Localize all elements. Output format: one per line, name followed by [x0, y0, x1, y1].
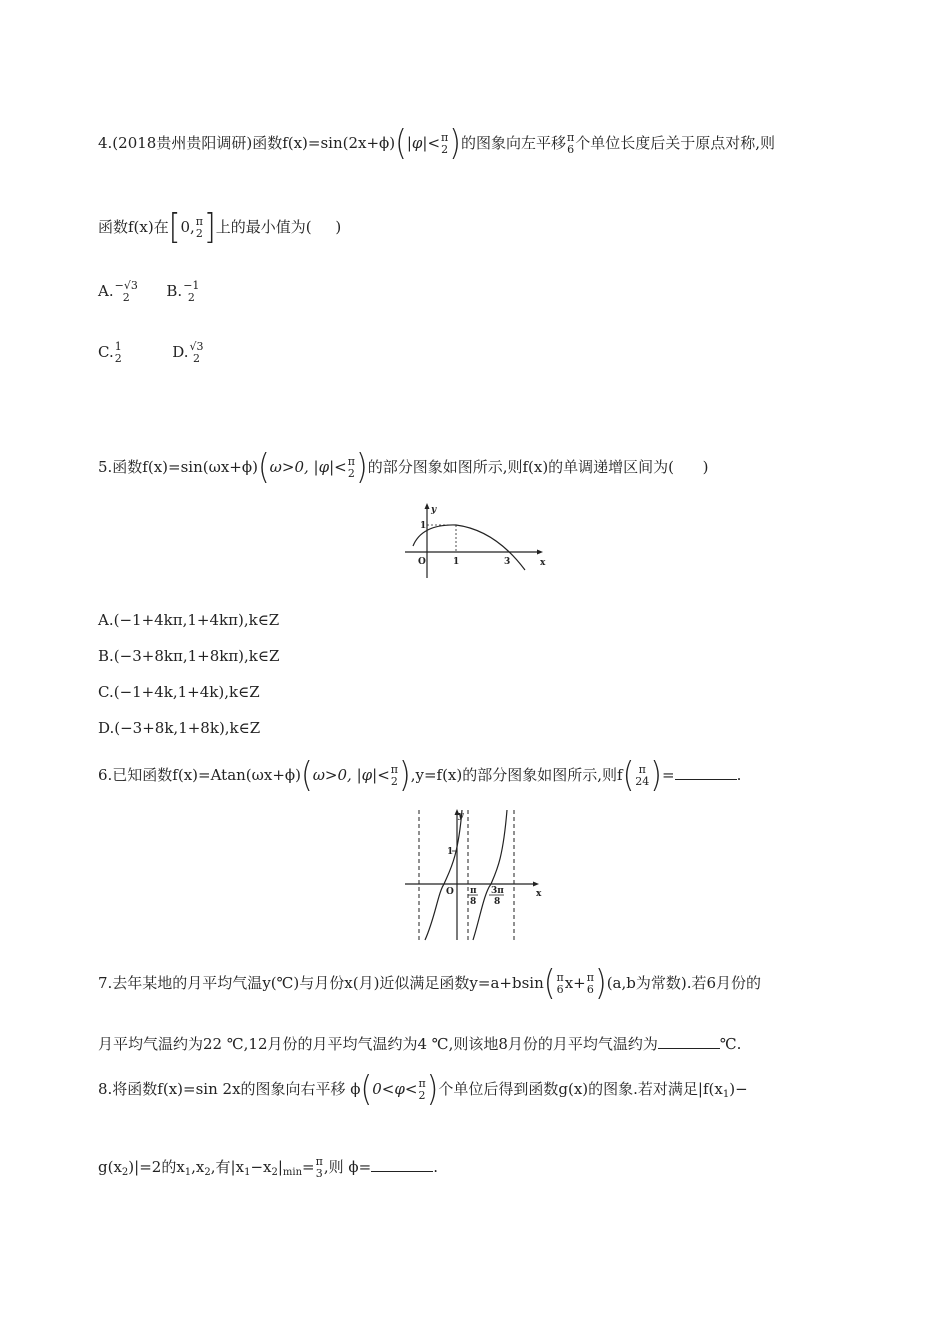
q4-interval: 0,: [180, 218, 195, 236]
q5-option-d: D.(−3+8k,1+8k),k∈Z: [98, 719, 261, 737]
q4-options-cd: [98, 341, 205, 365]
q7-line2a: 月平均气温约为22 ℃,12月份的月平均气温约为4 ℃,则该地8月份的月平均气温约为: [98, 1035, 658, 1053]
q8-suffix2: )−: [729, 1080, 748, 1098]
q7-line2b: ℃.: [719, 1035, 742, 1053]
q4-line2b: 上的最小值为(: [215, 218, 312, 236]
q8-min: min: [282, 1167, 303, 1178]
q8-sub2c: 2: [271, 1167, 278, 1178]
q5-label-y: y: [431, 505, 437, 515]
q8-pi-over-2: π 2: [418, 1077, 426, 1102]
q6-graph: [400, 808, 550, 943]
q5-pi-over-2: π 2: [347, 455, 355, 480]
q5-y-arrow: [425, 503, 430, 509]
q6-condition: ω>0, |φ|<: [312, 766, 390, 784]
q4-option-b-value: −1 2: [183, 279, 200, 304]
q8-l2c: ,x: [191, 1158, 205, 1176]
q8-l2g: ,则 ϕ=: [323, 1158, 372, 1176]
q8-sub2b: 2: [204, 1167, 211, 1178]
q8-l2e: −x: [250, 1158, 272, 1176]
q6-label-pi: π: [470, 886, 477, 896]
q4-mid: 的图象向左平移: [461, 134, 567, 152]
q8-suffix: 个单位后得到函数g(x)的图象.若对满足|f(x: [438, 1080, 723, 1098]
q6-answer-blank[interactable]: [675, 765, 737, 780]
q4-option-c: C.: [98, 343, 114, 361]
q6-pi-over-24: π 24: [635, 763, 650, 788]
q4-interval-pi: π 2: [195, 215, 203, 240]
q8-l2f: |: [277, 1158, 283, 1176]
q8-sub1c: 1: [244, 1167, 251, 1178]
q4-option-d-value: √3 2: [189, 340, 204, 365]
q8-answer-blank[interactable]: [371, 1157, 433, 1172]
q4-line1: 4.(2018贵州贵阳调研)函数f(x)=sin(2x+ϕ)(|φ|< π 2 )的图象向左平移 π 6 个单位长度后关于原点对称,则: [98, 123, 776, 164]
q6-prefix: 6.已知函数f(x)=Atan(ωx+ϕ): [98, 766, 301, 784]
q5-label-x: x: [540, 558, 546, 568]
q6-mid: ,y=f(x)的部分图象如图所示,则f: [410, 766, 623, 784]
q6-end: .: [736, 766, 742, 784]
q4-suffix: 个单位长度后关于原点对称,则: [575, 134, 776, 152]
q7-line1: 7.去年某地的月平均气温y(℃)与月份x(月)近似满足函数y=a+bsin( π 6 x+ π 6 )(a,b为常数).若6月份的: [98, 963, 762, 1004]
q5-prefix: 5.函数f(x)=sin(ωx+ϕ): [98, 458, 258, 476]
q8-sub1b: 1: [184, 1167, 192, 1178]
q6-stem: 6.已知函数f(x)=Atan(ωx+ϕ)(ω>0, |φ|< π 2 ),y=f(x)的部分图象如图所示,则f( π 24 )= .: [98, 755, 742, 796]
q5-label-x3: 3: [504, 557, 511, 567]
q8-pi-over-3: π 3: [315, 1155, 323, 1180]
q7-answer-blank[interactable]: [658, 1034, 720, 1049]
q8-sub1: 1: [722, 1089, 730, 1100]
q7-line2: [98, 1034, 741, 1054]
q6-label-8: 8: [470, 897, 477, 907]
q5-close: ): [702, 458, 709, 476]
q5-label-origin: O: [418, 557, 426, 567]
q7-pi-over-6: π 6: [556, 971, 564, 996]
q8-prefix: 8.将函数f(x)=sin 2x的图象向右平移 ϕ: [98, 1080, 361, 1098]
q7-pi-over-6b: π 6: [586, 971, 594, 996]
q8-condition: 0<φ<: [372, 1080, 418, 1098]
q4-pi-over-2: π 2: [441, 131, 449, 156]
q8-line1: 8.将函数f(x)=sin 2x的图象向右平移 ϕ(0<φ< π 2 )个单位后得到函数g(x)的图象.若对满足$|f(x_1)-$: [98, 1069, 748, 1110]
q5-option-c: C.(−1+4k,1+4k),k∈Z: [98, 683, 260, 701]
q4-option-a-value: −√3 2: [114, 279, 138, 304]
q7-x: x+: [564, 974, 586, 992]
q7-suffix: (a,b为常数).若6月份的: [606, 974, 762, 992]
q5-suffix: 的部分图象如图所示,则f(x)的单调递增区间为(: [367, 458, 675, 476]
q8-l2a: g(x: [98, 1158, 122, 1176]
q4-condition: |φ|<: [406, 134, 441, 152]
q5-label-x1: 1: [453, 557, 460, 567]
q5-condition: ω>0, |φ|<: [269, 458, 347, 476]
q7-prefix: 7.去年某地的月平均气温y(℃)与月份x(月)近似满足函数y=a+bsin: [98, 974, 544, 992]
q5-option-a: A.(−1+4kπ,1+4kπ),k∈Z: [98, 611, 280, 629]
q6-eq: =: [662, 766, 675, 784]
q8-end: .: [433, 1158, 438, 1176]
q5-label-y1: 1: [420, 521, 427, 531]
q6-x-arrow: [533, 882, 539, 887]
q6-label-8b: 8: [494, 897, 501, 907]
q5-graph: [400, 500, 560, 580]
q4-pi-over-6: π 6: [567, 131, 575, 156]
q4-line2c: ): [335, 218, 342, 236]
q4-options-ab: [98, 280, 200, 304]
q4-line2: 函数f(x)在[0, π 2 ]上的最小值为( ): [98, 207, 342, 248]
q5-x-arrow: [537, 550, 543, 555]
q4-line2a: 函数f(x)在: [98, 218, 169, 236]
q8-line2: [98, 1156, 438, 1183]
q4-option-b: B.: [166, 282, 183, 300]
q8-l2d: ,有|x: [210, 1158, 245, 1176]
q8-eq: =: [302, 1158, 315, 1176]
q6-label-1: 1: [447, 847, 454, 857]
q4-option-a: A.: [98, 282, 114, 300]
q8-l2b: )|=2的x: [128, 1158, 185, 1176]
q5-stem: 5.函数f(x)=sin(ωx+ϕ)(ω>0, |φ|< π 2 )的部分图象如图所示,则f(x)的单调递增区间为( ): [98, 447, 709, 488]
q6-label-y: y: [458, 811, 464, 821]
q6-pi-over-2: π 2: [390, 763, 398, 788]
q4-option-c-value: 1 2: [114, 340, 122, 365]
q4-prefix: 4.(2018贵州贵阳调研)函数f(x)=sin(2x+ϕ): [98, 134, 396, 152]
q8-sub2: 2: [121, 1167, 129, 1178]
q6-label-3pi: 3π: [491, 886, 504, 896]
q6-branch-2: [473, 810, 507, 940]
q5-option-b: B.(−3+8kπ,1+8kπ),k∈Z: [98, 647, 280, 665]
q4-option-d: D.: [172, 343, 189, 361]
q6-label-x: x: [536, 889, 542, 899]
q6-label-origin: O: [446, 887, 454, 897]
